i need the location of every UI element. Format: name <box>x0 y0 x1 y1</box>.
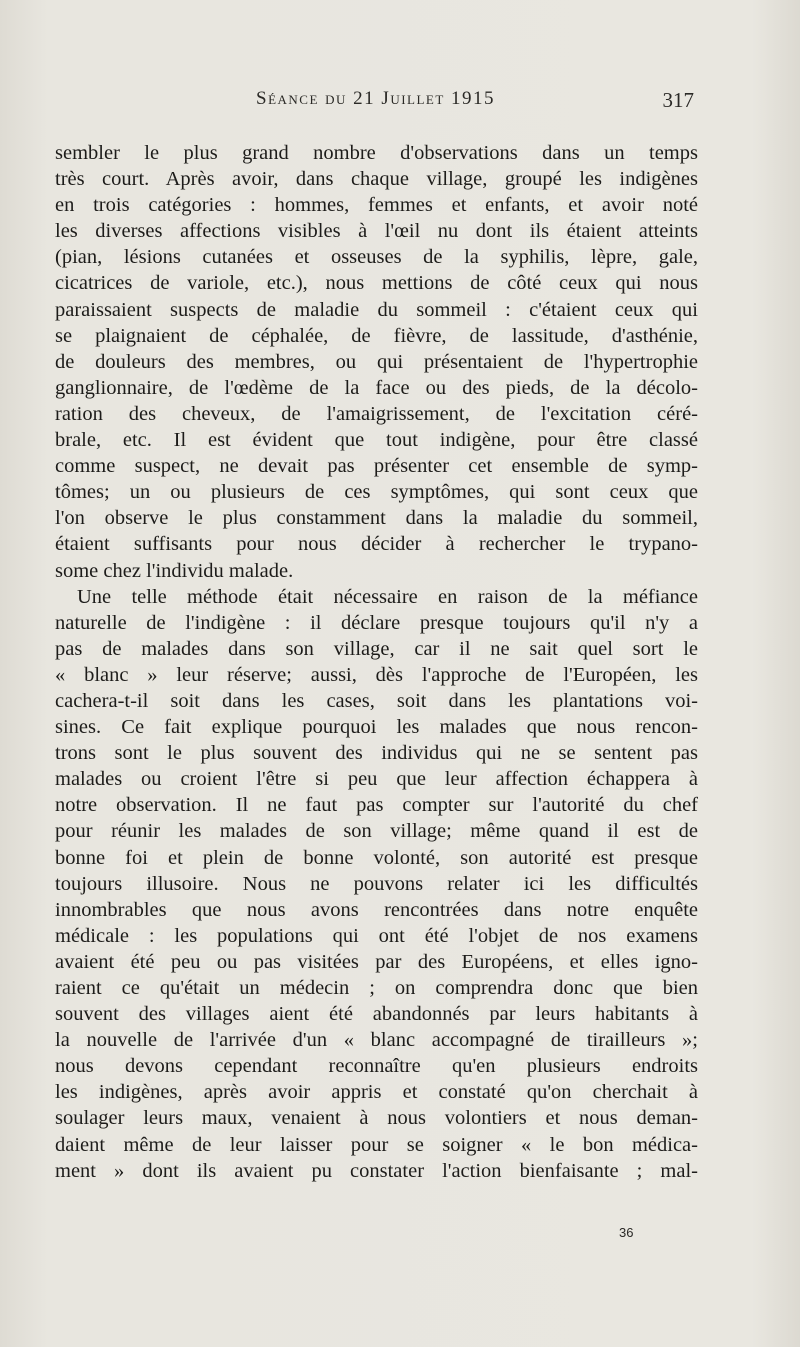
running-head: Séance du 21 Juillet 1915 <box>256 88 496 109</box>
text-line: nous devons cependant reconnaître qu'en plusieurs endroits <box>55 1055 698 1078</box>
text-line: cicatrices de variole, etc.), nous mettions de côté ceux qui nous <box>55 272 698 295</box>
text-line: médicale : les populations qui ont été l'objet de nos examens <box>55 924 698 947</box>
text-line: cachera-t-il soit dans les cases, soit dans les plantations voi- <box>55 689 698 712</box>
paragraph <box>55 584 698 1184</box>
text-line: innombrables que nous avons rencontrées dans notre enquête <box>55 898 698 921</box>
text-line: en trois catégories : hommes, femmes et enfants, et avoir noté <box>55 194 698 217</box>
text-line: Une telle méthode était nécessaire en raison de la méfiance <box>77 585 698 608</box>
text-line: les diverses affections visibles à l'œil nu dont ils étaient atteints <box>55 220 698 243</box>
text-line: trons sont le plus souvent des individus qui ne se sentent pas <box>55 742 698 765</box>
text-line: les indigènes, après avoir appris et constaté qu'on cherchait à <box>55 1081 698 1104</box>
page-number: 317 <box>662 88 694 112</box>
text-line: étaient suffisants pour nous décider à rechercher le trypano- <box>55 533 698 556</box>
signature-mark: 36 <box>619 1225 634 1240</box>
text-line: sembler le plus grand nombre d'observations dans un temps <box>55 142 698 164</box>
body-text <box>55 140 698 1184</box>
text-line: malades ou croient l'être si peu que leur affection échappera à <box>55 768 698 791</box>
text-line: sines. Ce fait explique pourquoi les malades que nous rencon- <box>55 716 698 739</box>
text-line: l'on observe le plus constamment dans la maladie du sommeil, <box>55 507 698 530</box>
text-line: brale, etc. Il est évident que tout indigène, pour être classé <box>55 429 698 452</box>
text-line: paraissaient suspects de maladie du sommeil : c'étaient ceux qui <box>55 298 698 321</box>
text-line: très court. Après avoir, dans chaque village, groupé les indigènes <box>55 168 698 191</box>
text-line: some chez l'individu malade. <box>55 559 294 582</box>
text-line: toujours illusoire. Nous ne pouvons relater ici les difficultés <box>55 872 698 895</box>
text-line: pour réunir les malades de son village; même quand il est de <box>55 820 698 843</box>
text-line: naturelle de l'indigène : il déclare presque toujours qu'il n'y a <box>55 611 698 634</box>
text-line: souvent des villages aient été abandonnés par leurs habitants à <box>55 1003 698 1026</box>
page-header <box>0 88 800 118</box>
text-line: raient ce qu'était un médecin ; on comprendra donc que bien <box>55 977 698 999</box>
text-line: ganglionnaire, de l'œdème de la face ou des pieds, de la décolo- <box>55 376 698 399</box>
paragraph <box>55 140 698 584</box>
text-line: (pian, lésions cutanées et osseuses de la syphilis, lèpre, gale, <box>55 246 698 269</box>
text-line: de douleurs des membres, ou qui présentaient de l'hypertrophie <box>55 350 698 373</box>
text-line: comme suspect, ne devait pas présenter cet ensemble de symp- <box>55 455 698 478</box>
text-line: soulager leurs maux, venaient à nous volontiers et nous deman- <box>55 1107 698 1130</box>
text-line: la nouvelle de l'arrivée d'un « blanc accompagné de tirailleurs »; <box>55 1029 698 1052</box>
text-line: ment » dont ils avaient pu constater l'action bienfaisante ; mal- <box>55 1159 698 1182</box>
text-line: avaient été peu ou pas visitées par des Européens, et elles igno- <box>55 950 698 973</box>
text-line: « blanc » leur réserve; aussi, dès l'approche de l'Européen, les <box>55 663 698 686</box>
text-line: se plaignaient de céphalée, de fièvre, de lassitude, d'asthénie, <box>55 324 698 347</box>
text-line: pas de malades dans son village, car il ne sait quel sort le <box>55 637 698 660</box>
text-line: bonne foi et plein de bonne volonté, son autorité est presque <box>55 846 698 869</box>
text-line: tômes; un ou plusieurs de ces symptômes, qui sont ceux que <box>55 481 698 504</box>
text-line: ration des cheveux, de l'amaigrissement, de l'excitation céré- <box>55 402 698 425</box>
text-line: notre observation. Il ne faut pas compter sur l'autorité du chef <box>55 794 698 817</box>
text-line: daient même de leur laisser pour se soigner « le bon médica- <box>55 1133 698 1156</box>
